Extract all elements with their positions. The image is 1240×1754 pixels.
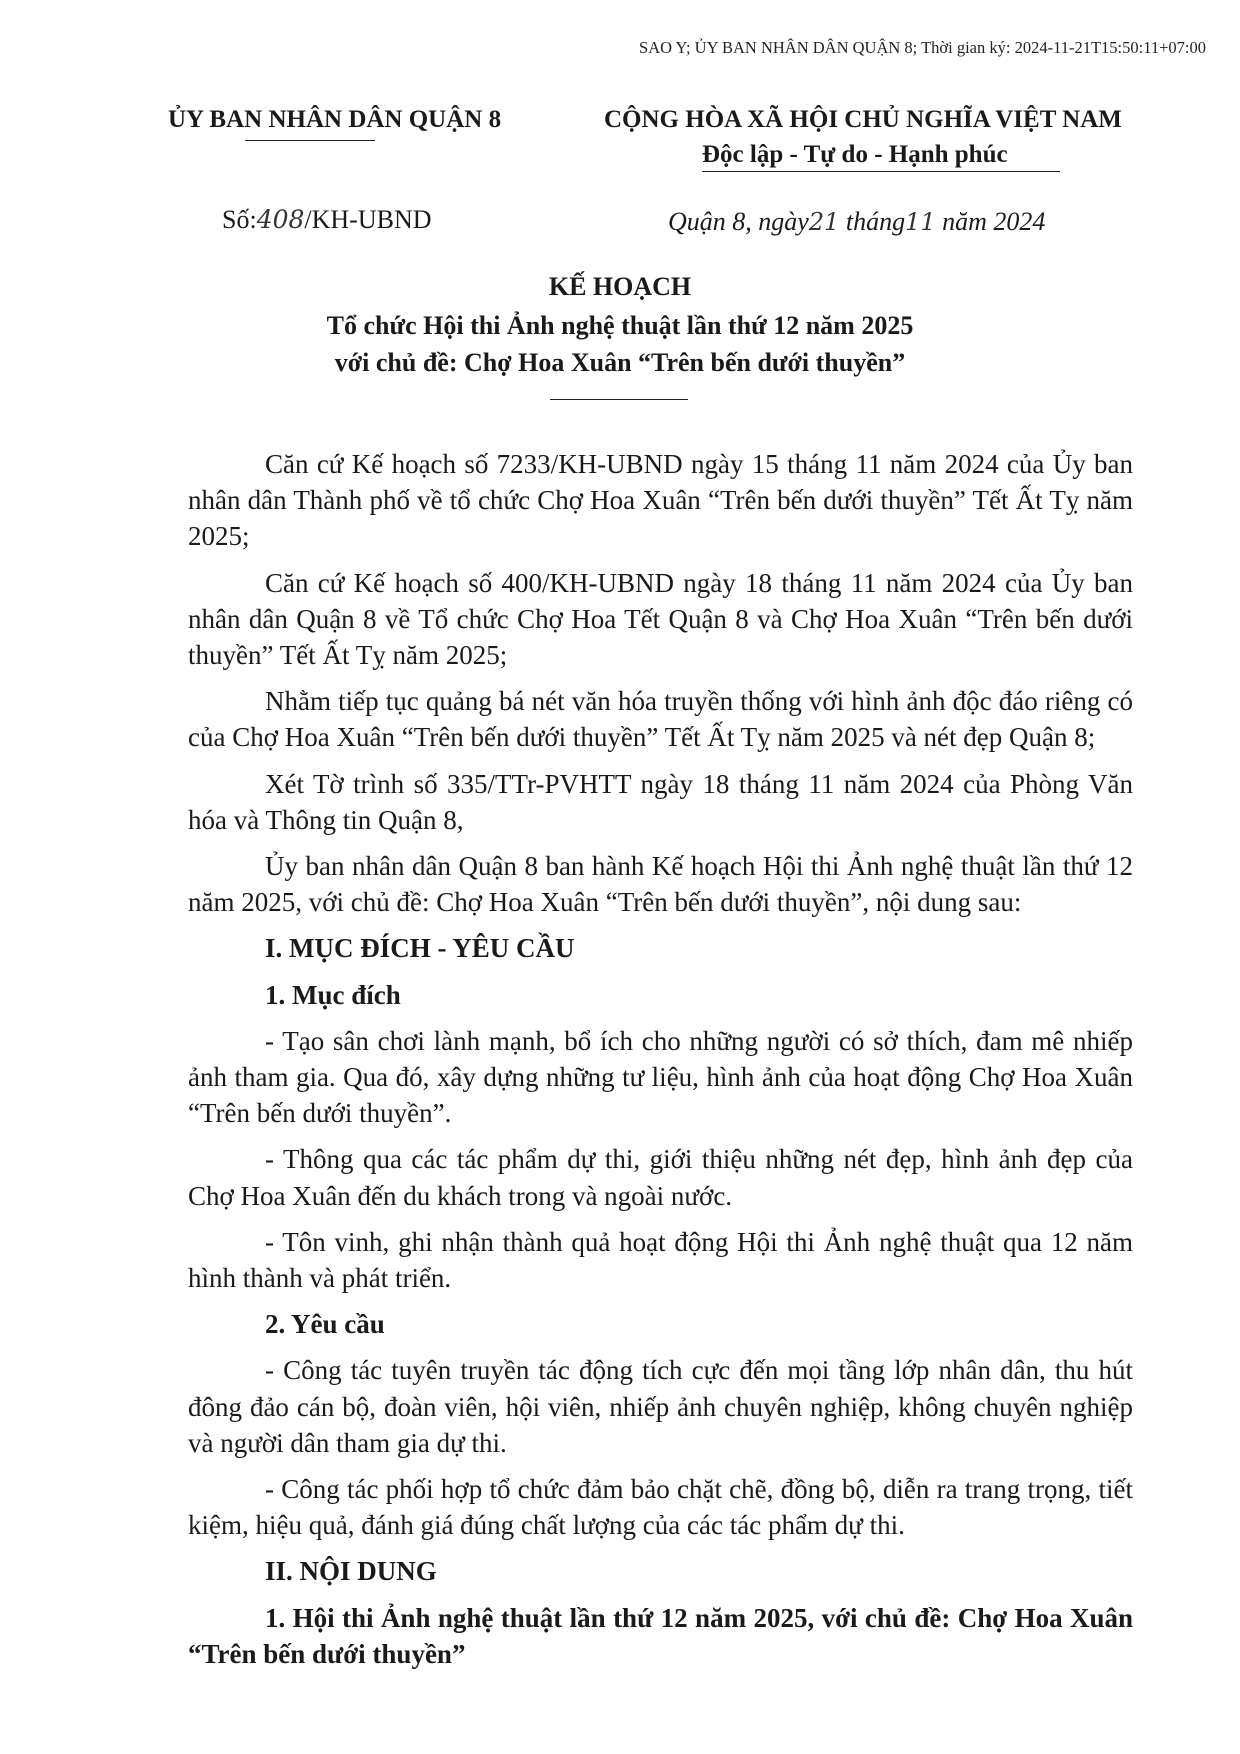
paragraph-purpose-intro: Nhằm tiếp tục quảng bá nét văn hóa truyền thống với hình ảnh độc đáo riêng có của Chợ Hoa Xuân “Trên bến dưới thuyền” Tết Ất Tỵ năm 2025 và nét đẹp Quận 8; [188,686,1133,753]
title-separator [550,399,688,400]
document-subtitle-line-1: Tổ chức Hội thi Ảnh nghệ thuật lần thứ 12 năm 2025 [326,311,914,340]
subsection-heading-requirements: 2. Yêu cầu [265,1309,385,1340]
motto-underline [702,171,1060,172]
national-title: CỘNG HÒA XÃ HỘI CHỦ NGHĨA VIỆT NAM [604,106,1122,133]
purpose-item-2: - Thông qua các tác phẩm dự thi, giới thiệu những nét đẹp, hình ảnh đẹp của Chợ Hoa Xuân đến du khách trong và ngoài nước. [188,1144,1133,1211]
paragraph-issuance: Ủy ban nhân dân Quận 8 ban hành Kế hoạch Hội thi Ảnh nghệ thuật lần thứ 12 năm 2025, với chủ đề: Chợ Hoa Xuân “Trên bến dưới thuyền”, nội dung sau: [188,851,1133,918]
purpose-item-3: - Tôn vinh, ghi nhận thành quả hoạt động Hội thi Ảnh nghệ thuật qua 12 năm hình thành và phát triển. [188,1226,1133,1294]
requirement-item-1: - Công tác tuyên truyền tác động tích cực đến mọi tầng lớp nhân dân, thu hút đông đảo cán bộ, đoàn viên, hội viên, nhiếp ảnh chuyên nghiệp, không chuyên nghiệp và người dân tham gia dự thi. [188,1355,1133,1458]
document-number-suffix: /KH-UBND [304,205,432,234]
document-title: KẾ HOẠCH [548,272,692,301]
purpose-item-1: - Tạo sân chơi lành mạnh, bổ ích cho những người có sở thích, đam mê nhiếp ảnh tham gia. Qua đó, xây dựng những tư liệu, hình ảnh của hoạt động Chợ Hoa Xuân “Trên bến dưới thuyền”. [188,1025,1133,1129]
paragraph-basis-2: Căn cứ Kế hoạch số 400/KH-UBND ngày 18 tháng 11 năm 2024 của Ủy ban nhân dân Quận 8 về Tổ chức Chợ Hoa Tết Quận 8 và Chợ Hoa Xuân “Trên bến dưới thuyền” Tết Ất Tỵ năm 2025; [188,567,1133,671]
digital-signature-stamp: SAO Y; ỦY BAN NHÂN DÂN QUẬN 8; Thời gian ký: 2024-11-21T15:50:11+07:00 [639,38,1206,57]
issuing-agency: ỦY BAN NHÂN DÂN QUẬN 8 [168,106,502,133]
date-month-label: tháng [839,207,906,236]
paragraph-basis-1: Căn cứ Kế hoạch số 7233/KH-UBND ngày 15 tháng 11 năm 2024 của Ủy ban nhân dân Thành phố về tổ chức Chợ Hoa Xuân “Trên bến dưới thuyền” Tết Ất Tỵ năm 2025; [188,449,1133,552]
national-motto: Độc lập - Tự do - Hạnh phúc [702,141,1008,168]
agency-underline [245,140,375,141]
handwritten-number: 408 [256,205,305,234]
subsection-heading-purpose: 1. Mục đích [265,979,401,1010]
date-year-label: năm 2024 [935,207,1046,236]
handwritten-day: 21 [808,208,840,236]
document-body [188,446,1133,1672]
document-subtitle-line-2: với chủ đề: Chợ Hoa Xuân “Trên bến dưới thuyền” [334,348,906,377]
place-and-date [668,207,1045,237]
document-number [222,205,432,235]
subsection-heading-contest: 1. Hội thi Ảnh nghệ thuật lần thứ 12 năm 2025, với chủ đề: Chợ Hoa Xuân “Trên bến dưới thuyền” [188,1602,1133,1669]
paragraph-proposal: Xét Tờ trình số 335/TTr-PVHTT ngày 18 tháng 11 năm 2024 của Phòng Văn hóa và Thông tin Quận 8, [188,768,1133,835]
section-heading-1: I. MỤC ĐÍCH - YÊU CẦU [265,933,575,964]
date-place-label: Quận 8, ngày [668,207,809,236]
document-number-prefix: Số: [222,205,257,234]
requirement-item-2: - Công tác phối hợp tổ chức đảm bảo chặt chẽ, đồng bộ, diễn ra trang trọng, tiết kiệm, hiệu quả, đánh giá đúng chất lượng của các tác phẩm dự thi. [188,1474,1133,1541]
handwritten-month: 11 [905,208,936,236]
section-heading-2: II. NỘI DUNG [265,1556,437,1587]
